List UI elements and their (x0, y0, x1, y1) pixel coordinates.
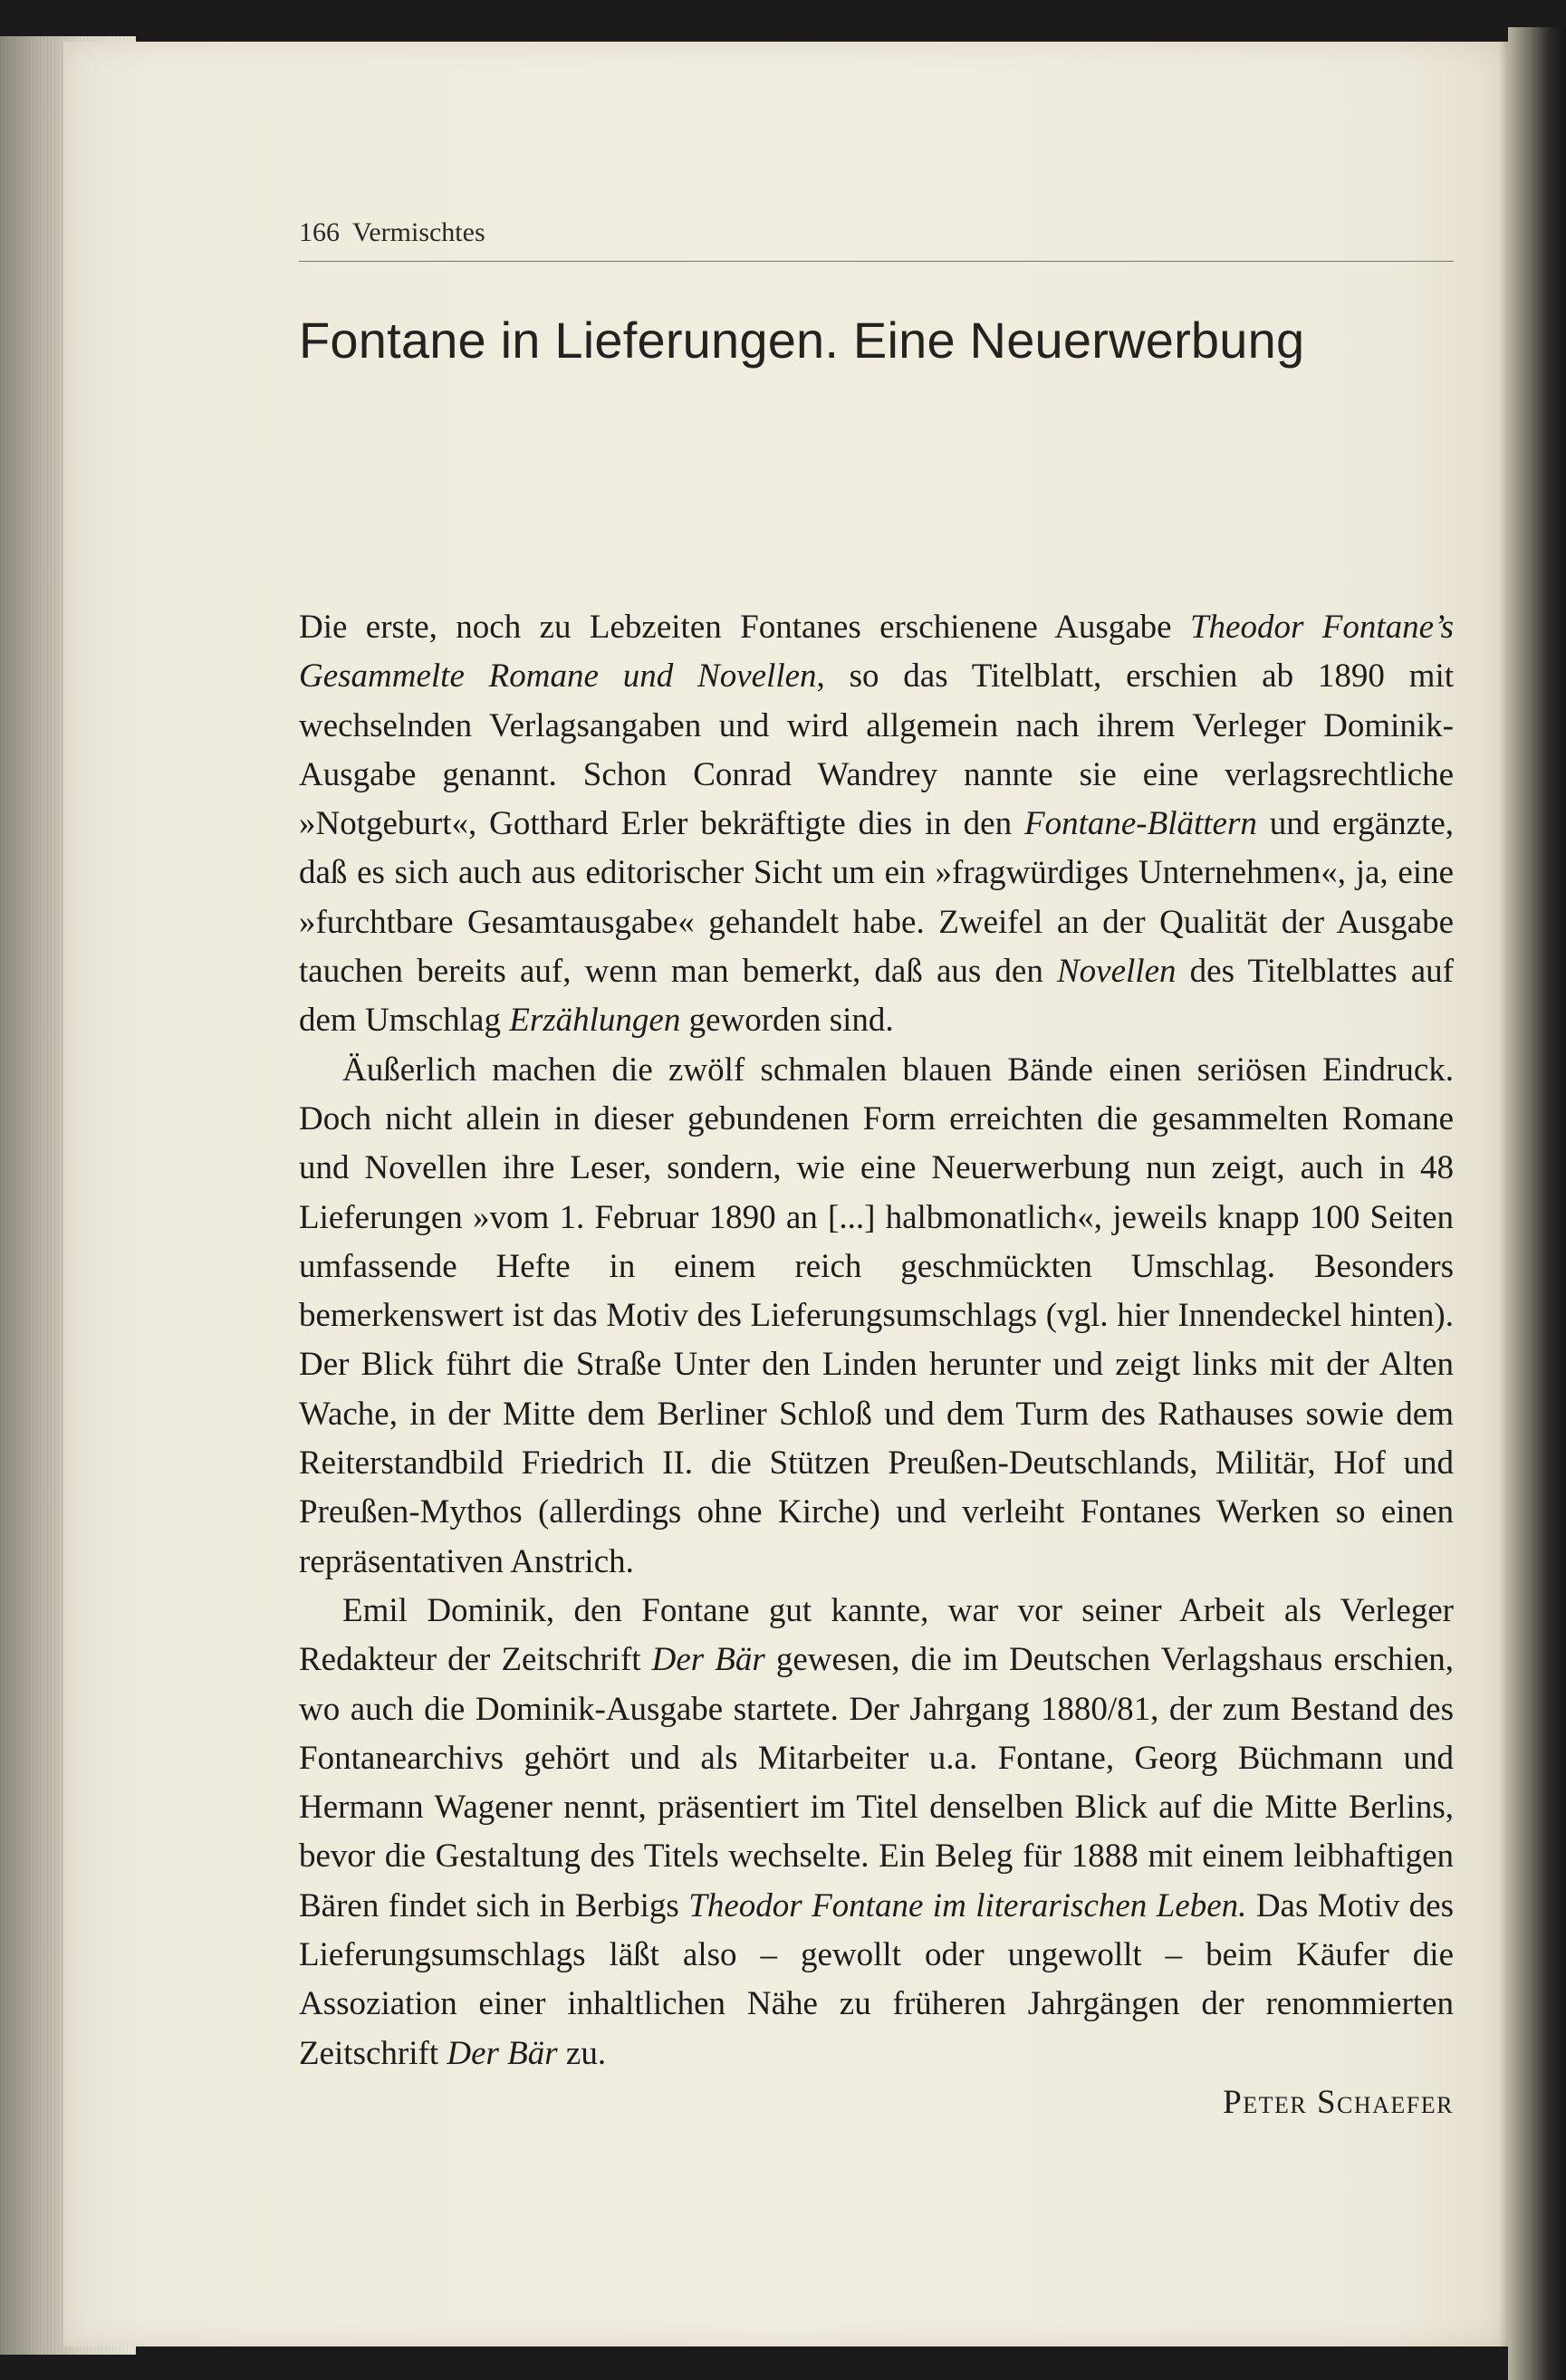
page-number: 166 (299, 217, 340, 247)
p1-italic-novellen: Novellen (1057, 953, 1177, 991)
p1-text-c: , so das Titelblatt, erschien ab 1890 mit wechselnden Verlagsangaben und wird allgemein nach ihrem Verleger Dominik-Ausgabe genannt. Schon Conrad Wandrey nannte sie eine verlagsrechtliche »Notgeburt«, Gotthard Erler bekräftigte dies in den (299, 657, 1455, 843)
article-body (299, 603, 1454, 2127)
p1-text-a: Die erste, noch zu Lebzeiten Fontanes erschienene Ausgabe (299, 609, 1190, 646)
p1-text-g: des Titelblattes auf dem Umschlag (299, 953, 1455, 1040)
p3-text-e: Das Motiv des Lieferungsumschlags läßt also – gewollt oder ungewollt – beim Käufer die Assoziation einer inhaltlichen Nähe zu früheren Jahrgängen der renommierten Zeitschrift (299, 1886, 1454, 2072)
section-title: Vermischtes (352, 217, 485, 247)
p3-italic-berbig-title: Theodor Fontane im literarischen Leben. (688, 1886, 1247, 1924)
p3-italic-der-baer: Der Bär (651, 1641, 765, 1679)
running-head (299, 217, 1454, 262)
p1-text-e: und ergänzte, daß es sich auch aus editorischer Sicht um ein »fragwürdiges Unternehmen«, ja, eine »furchtbare Gesamtausgabe« gehandelt habe. Zweifel an der Qualität der Ausgabe tauchen bereits auf, wenn man bemerkt, daß aus den (299, 805, 1454, 991)
article-title: Fontane in Lieferungen. Eine Neuerwerbung (299, 312, 1305, 369)
p1-text-i: geworden sind. (680, 1002, 894, 1040)
book-cover-edge (1508, 27, 1566, 2380)
p1-italic-book-title: Theodor Fontane’s Gesammelte Romane und Novellen (299, 609, 1454, 696)
page-content (299, 217, 1454, 2127)
p3-text-c: gewesen, die im Deutschen Verlagshaus erschien, wo auch die Dominik-Ausgabe startete. Der Jahrgang 1880/81, der zum Bestand des Fontanearchivs gehört und als Mitarbeiter u.a. Fontane, Georg Büchmann und Hermann Wagener nennt, präsentiert im Titel denselben Blick auf die Mitte Berlins, bevor die Gestaltung des Titels wechselte. Ein Beleg für 1888 mit einem leibhaftigen Bären findet sich in Berbigs (299, 1641, 1455, 1924)
p3-text-g: zu. (557, 2034, 607, 2072)
p3-italic-der-baer-2: Der Bär (447, 2034, 558, 2072)
author-signature: Peter Schaefer (1223, 2083, 1454, 2121)
paragraph-1 (299, 603, 1454, 1046)
paragraph-3 (299, 1587, 1454, 2078)
p3-text-a: Emil Dominik, den Fontane gut kannte, war vor seiner Arbeit als Verleger Redakteur der Zeitschrift (299, 1591, 1454, 1679)
paragraph-2: Äußerlich machen die zwölf schmalen blauen Bände einen seriösen Eindruck. Doch nicht allein in dieser gebundenen Form erreichten die gesammelten Romane und Novellen ihre Leser, sondern, wie eine Neuerwerbung nun zeigt, auch in 48 Lieferungen »vom 1. Februar 1890 an [...] halbmonatlich«, jeweils knapp 100 Seiten umfassende Hefte in einem reich geschmückten Umschlag. Besonders bemerkenswert ist das Motiv des Lieferungsumschlags (vgl. hier Innendeckel hinten). Der Blick führt die Straße Unter den Linden herunter und zeigt links mit der Alten Wache, in der Mitte dem Berliner Schloß und dem Turm des Rathauses sowie dem Reiterstandbild Friedrich II. die Stützen Preußen-Deutschlands, Militär, Hof und Preußen-Mythos (allerdings ohne Kirche) und verleiht Fontanes Werken so einen repräsentativen Anstrich. (299, 1051, 1454, 1580)
p1-italic-erzaehlungen: Erzählungen (509, 1002, 681, 1040)
p1-italic-fontane-blaetter: Fontane-Blättern (1023, 805, 1257, 843)
